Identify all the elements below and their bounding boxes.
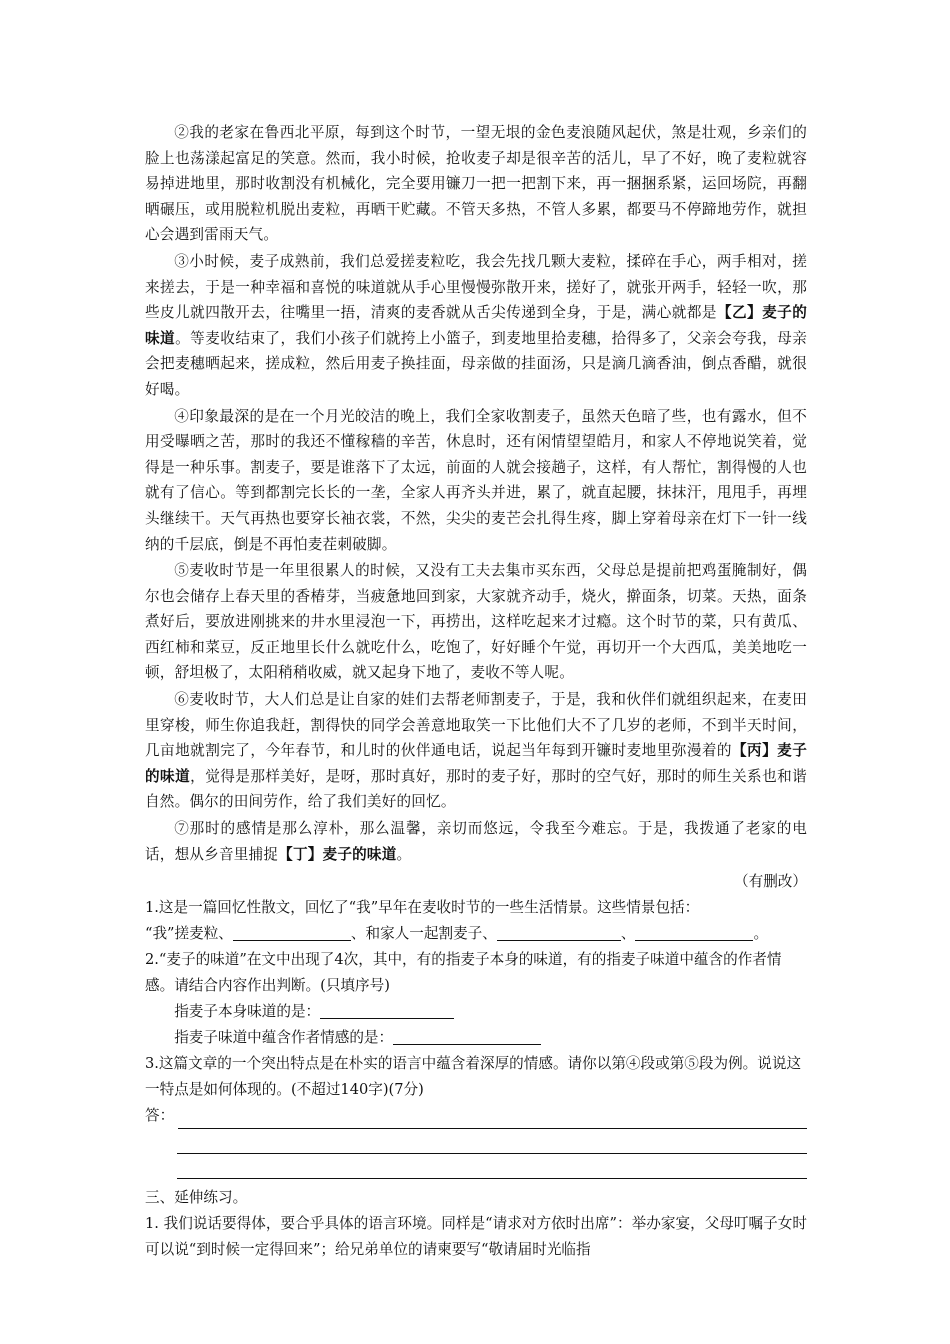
q2-a-label: 指麦子本身味道的是： <box>174 1003 321 1021</box>
q1-blank-2[interactable] <box>497 925 621 941</box>
question-2-b <box>145 1025 807 1051</box>
answer-line-1 <box>145 1103 807 1129</box>
q1-text-a: “我”搓麦粒、 <box>145 925 233 943</box>
question-1-blanks <box>145 921 807 947</box>
source-note: （有删改） <box>734 873 807 891</box>
answer-rule-2[interactable] <box>177 1129 807 1154</box>
answer-label: 答： <box>145 1107 175 1125</box>
question-2-a <box>145 999 807 1025</box>
question-1-prompt: 1.这是一篇回忆性散文，回忆了“我”早年在麦收时节的一些生活情景。这些情景包括： <box>145 899 700 917</box>
paragraph-7-text-a: ⑦那时的感情是那么淳朴，那么温馨，亲切而悠远，令我至今难忘。于是，我拨通了老家的电话，想从乡音里捕捉 <box>145 820 807 863</box>
question-3-prompt: 3.这篇文章的一个突出特点是在朴实的语言中蕴含着深厚的情感。请你以第④段或第⑤段为例。说说这一特点是如何体现的。(不超过140字)(7分) <box>145 1055 802 1099</box>
q1-text-b: 、和家人一起割麦子、 <box>350 925 497 943</box>
answer-rule-3[interactable] <box>177 1154 807 1179</box>
paragraph-2: ②我的老家在鲁西北平原，每到这个时节，一望无垠的金色麦浪随风起伏，煞是壮观，乡亲们的脸上也荡漾起富足的笑意。然而，我小时候，抢收麦子却是很辛苦的活儿，早了不好，晚了麦粒就容易掉进地里，那时收割没有机械化，完全要用镰刀一把一把割下来，再一捆捆系紧，运回场院，再翻晒碾压，或用脱粒机脱出麦粒，再晒干贮藏。不管天多热，不管人多累，都要马不停蹄地劳作，就担心会遇到雷雨天气。 <box>145 124 807 244</box>
question-2-prompt: 2.“麦子的味道”在文中出现了4次，其中，有的指麦子本身的味道，有的指麦子味道中蕴含的作者情感。请结合内容作出判断。(只填序号) <box>145 951 782 995</box>
q1-blank-3[interactable] <box>635 925 753 941</box>
document-page <box>145 120 807 1263</box>
q2-b-blank[interactable] <box>393 1029 541 1045</box>
paragraph-7 <box>145 816 807 867</box>
answer-rule-1[interactable] <box>178 1110 807 1129</box>
paragraph-7-text-b: 。 <box>396 845 412 863</box>
section-3-heading: 三、延伸练习。 <box>145 1189 248 1207</box>
paragraph-3 <box>145 249 807 403</box>
paragraph-3-bold: 【乙】麦子的味道 <box>145 304 808 347</box>
q2-b-label: 指麦子味道中蕴含作者情感的是： <box>174 1029 394 1047</box>
paragraph-6-text-a: ⑥麦收时节，大人们总是让自家的娃们去帮老师割麦子，于是，我和伙伴们就组织起来，在麦田里穿梭，师生你追我赶，割得快的同学会善意地取笑一下比他们大不了几岁的老师，不到半天时间，几亩地就割完了，今年春节，和儿时的伙伴通电话，说起当年每到开镰时麦地里弥漫着的 <box>145 691 807 760</box>
paragraph-3-text-a: ③小时候，麦子成熟前，我们总爱搓麦粒吃，我会先找几颗大麦粒，揉碎在手心，两手相对，搓来搓去，于是一种幸福和喜悦的味道就从手心里慢慢弥散开来，搓好了，就张开两手，轻轻一吹，那些皮儿就四散开去，往嘴里一捂，清爽的麦香就从舌尖传递到全身，于是，满心就都是 <box>145 252 807 322</box>
q1-blank-1[interactable] <box>233 925 351 941</box>
paragraph-6-bold: 【丙】麦子的味道 <box>145 742 807 785</box>
paragraph-3-text-b: 。等麦收结束了，我们小孩子们就挎上小篮子，到麦地里拾麦穗，拾得多了，父亲会夸我，母亲会把麦穗晒起来，搓成粒，然后用麦子换挂面，母亲做的挂面汤，只是滴几滴香油，倒点香醋，就很好喝。 <box>145 329 807 398</box>
paragraph-6 <box>145 687 807 815</box>
paragraph-4: ④印象最深的是在一个月光皎洁的晚上，我们全家收割麦子，虽然天色暗了些，也有露水，但不用受曝晒之苦，那时的我还不懂稼穑的辛苦，休息时，还有闲情望望皓月，和家人不停地说笑着，觉得是一种乐事。割麦子，要是谁落下了太远，前面的人就会接趟子，这样，有人帮忙，割得慢的人也就有了信心。等到都割完长长的一垄，全家人再齐头并进，累了，就直起腰，抹抹汗，甩甩手，再埋头继续干。天气再热也要穿长袖衣裳，不然，尖尖的麦芒会扎得生疼，脚上穿着母亲在灯下一针一线纳的千层底，倒是不再怕麦茬刺破脚。 <box>145 407 807 553</box>
q1-text-end: 。 <box>753 925 769 943</box>
paragraph-7-bold: 【丁】麦子的味道 <box>278 845 397 863</box>
paragraph-5: ⑤麦收时节是一年里很累人的时候，又没有工夫去集市买东西，父母总是提前把鸡蛋腌制好，偶尔也会储存上春天里的香椿芽，当疲惫地回到家，大家就齐动手，烧火，擀面条，切菜。天热，面条煮好后，要放进刚挑来的井水里浸泡一下，再捞出，这样吃起来才过瘾。这个时节的菜，只有黄瓜、西红柿和菜豆，反正地里长什么就吃什么，吃饱了，好好睡个午觉，再切开一个大西瓜，美美地吃一顿，舒坦极了，太阳稍稍收威，就又起身下地了，麦收不等人呢。 <box>145 562 807 682</box>
q2-a-blank[interactable] <box>320 1003 454 1019</box>
q1-text-c: 、 <box>620 925 636 943</box>
section-3-question-1: 1. 我们说话要得体，要合乎具体的语言环境。同样是“请求对方依时出席”：举办家宴，父母叮嘱子女时可以说“到时候一定得回来”；给兄弟单位的请柬要写“敬请届时光临指 <box>145 1215 807 1259</box>
paragraph-6-text-b: ，觉得是那样美好，是呀，那时真好，那时的麦子好，那时的空气好，那时的师生关系也和谐自然。偶尔的田间劳作，给了我们美好的回忆。 <box>145 767 807 811</box>
